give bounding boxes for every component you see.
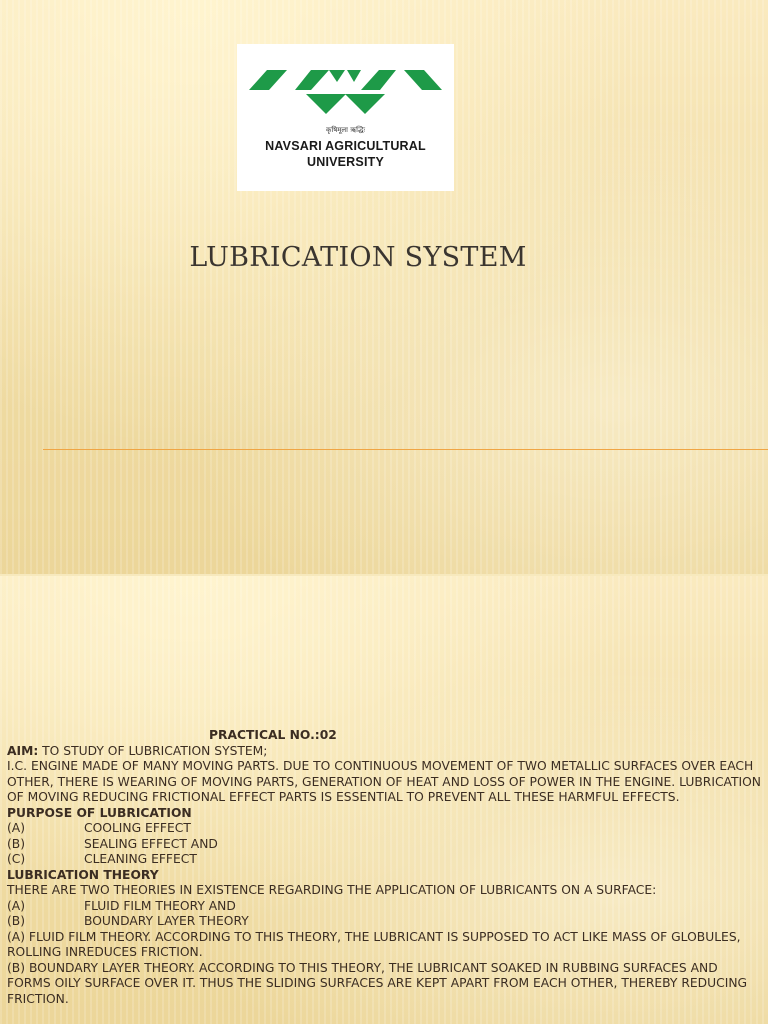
logo-tagline: कृषिमूला ऋद्धिः <box>326 126 365 134</box>
practical-number: PRACTICAL NO.:02 <box>209 728 337 742</box>
logo-university-name <box>237 138 454 170</box>
list-item <box>7 914 765 930</box>
list-item-label: (A) <box>7 821 26 835</box>
logo-mark-icon <box>249 68 442 116</box>
list-item <box>7 837 765 853</box>
logo-name-line1: NAVSARI AGRICULTURAL <box>265 139 426 153</box>
list-item-label: (C) <box>7 852 26 866</box>
list-item-text: CLEANING EFFECT <box>84 852 197 866</box>
theory-b-paragraph: (B) BOUNDARY LAYER THEORY. ACCORDING TO THIS THEORY, THE LUBRICANT SOAKED IN RUBBING SURFACES AND FORMS OILY SURFACE OVER IT. THUS THE SLIDING SURFACES ARE KEPT APART FROM EACH OTHER, THEREBY REDUCING FRICTION. <box>7 960 748 1006</box>
theory-intro: THERE ARE TWO THEORIES IN EXISTENCE REGARDING THE APPLICATION OF LUBRICANTS ON A SURFACE: <box>7 883 657 897</box>
list-item <box>7 899 765 915</box>
list-item-text: BOUNDARY LAYER THEORY <box>84 914 249 928</box>
theory-heading: LUBRICATION THEORY <box>7 867 159 882</box>
logo-name-line2: UNIVERSITY <box>306 155 384 169</box>
aim-text: TO STUDY OF LUBRICATION SYSTEM; <box>38 743 268 758</box>
aim-label: AIM: <box>7 743 39 758</box>
slide-content <box>7 728 765 1007</box>
list-item-text: COOLING EFFECT <box>84 821 191 835</box>
aim-line <box>7 744 765 760</box>
list-item <box>7 852 765 868</box>
content-slide <box>0 576 768 1024</box>
university-logo <box>237 44 454 191</box>
list-item-text: SEALING EFFECT AND <box>84 836 218 851</box>
purpose-heading: PURPOSE OF LUBRICATION <box>7 805 192 820</box>
theory-a-paragraph: (A) FLUID FILM THEORY. ACCORDING TO THIS THEORY, THE LUBRICANT IS SUPPOSED TO ACT LIKE MASS OF GLOBULES, ROLLING INREDUCES FRICTION. <box>7 929 741 959</box>
list-item-label: (B) <box>7 836 26 851</box>
list-item-text: FLUID FILM THEORY AND <box>84 898 236 913</box>
slide-title: LUBRICATION SYSTEM <box>189 242 527 273</box>
list-item-label: (B) <box>7 914 26 928</box>
intro-paragraph: I.C. ENGINE MADE OF MANY MOVING PARTS. DUE TO CONTINUOUS MOVEMENT OF TWO METALLIC SURFACES OVER EACH OTHER, THERE IS WEARING OF MOVING PARTS, GENERATION OF HEAT AND LOSS OF POWER IN THE ENGINE. LUBRICATION OF MOVING REDUCING FRICTIONAL EFFECT PARTS IS ESSENTIAL TO PREVENT ALL THESE HARMFUL EFFECTS. <box>7 759 762 804</box>
list-item <box>7 821 765 837</box>
title-divider <box>43 449 768 450</box>
list-item-label: (A) <box>7 898 26 913</box>
